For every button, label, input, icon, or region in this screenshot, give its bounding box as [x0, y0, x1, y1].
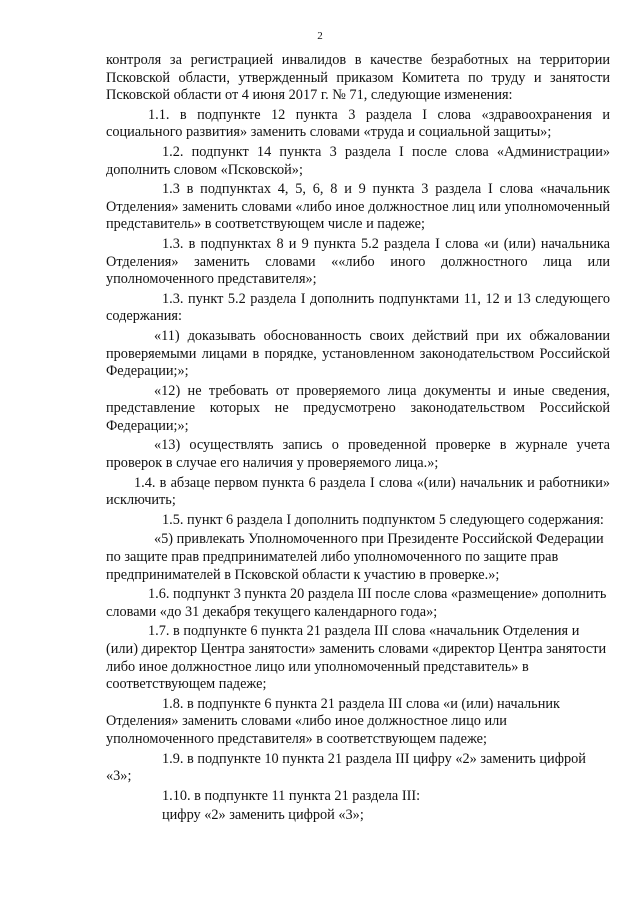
paragraph-subitem-12: «12) не требовать от проверяемого лица документы и иные сведения, представление которых не предусмотрено законодательством Российской Федерации;»;: [106, 382, 610, 434]
paragraph-1-7: 1.7. в подпункте 6 пункта 21 раздела III слова «начальник Отделения и (или) директор Центра занятости» заменить словами «директор Центра занятости либо иное должностное лицо или уполномоченный представитель» в соответствующем падеже;: [106, 623, 607, 693]
paragraph-1-3-c: 1.3. пункт 5.2 раздела I дополнить подпунктами 11, 12 и 13 следующего содержания:: [106, 290, 610, 325]
paragraph-subitem-5: «5) привлекать Уполномоченного при Президенте Российской Федерации по защите прав предпринимателей либо уполномоченного по защите прав предпринимателей в Псковской области к участию в проверке.»;: [106, 531, 604, 583]
paragraph-1-5: 1.5. пункт 6 раздела I дополнить подпунктом 5 следующего содержания:: [162, 511, 604, 528]
paragraph-1-9: 1.9. в подпункте 10 пункта 21 раздела III цифру «2» заменить цифрой «3»;: [106, 750, 586, 785]
document-body: [106, 52, 610, 825]
paragraph-subitem-13: «13) осуществлять запись о проведенной проверке в журнале учета проверок в случае его наличия у проверяемого лица.»;: [106, 437, 610, 472]
paragraph-1-6: 1.6. подпункт 3 пункта 20 раздела III после слова «размещение» дополнить словами «до 31 декабря текущего календарного года»;: [106, 586, 607, 620]
paragraph-1-2: 1.2. подпункт 14 пункта 3 раздела I после слова «Администрации» дополнить словом «Псковской»;: [106, 143, 610, 178]
paragraph-1-4: 1.4. в абзаце первом пункта 6 раздела I слова «(или) начальник и работники» исключить;: [106, 474, 610, 509]
paragraph-intro: контроля за регистрацией инвалидов в качестве безработных на территории Псковской области, утвержденный приказом Комитета по труду и занятости Псковской области от 4 июня 2017 г. № 71, следующие изменения:: [106, 52, 610, 104]
page-number: 2: [317, 30, 323, 42]
paragraph-1-8: 1.8. в подпункте 6 пункта 21 раздела III слова «и (или) начальник Отделения» заменить словами «либо иное должностное лицо или уполномоченного представителя» в соответствующем падеже;: [106, 695, 560, 747]
paragraph-1-1: 1.1. в подпункте 12 пункта 3 раздела I слова «здравоохранения и социального развития» заменить словами «труда и социальной защиты»;: [106, 106, 610, 141]
paragraph-1-10-text: цифру «2» заменить цифрой «3»;: [162, 807, 364, 824]
paragraph-1-10: 1.10. в подпункте 11 пункта 21 раздела III:: [162, 787, 421, 804]
paragraph-1-3-a: 1.3 в подпунктах 4, 5, 6, 8 и 9 пункта 3 раздела I слова «начальник Отделения» заменить словами «либо иное должностное лиц или уполномоченный представитель» в соответствующем числе и падеже;: [106, 181, 610, 233]
paragraph-1-3-b: 1.3. в подпунктах 8 и 9 пункта 5.2 раздела I слова «и (или) начальника Отделения» заменить словами ««либо иного должностного лица или уполномоченного представителя»;: [106, 235, 610, 288]
paragraph-subitem-11: «11) доказывать обоснованность своих действий при их обжаловании проверяемыми лицами в порядке, установленном законодательством Российской Федерации;»;: [106, 327, 610, 380]
